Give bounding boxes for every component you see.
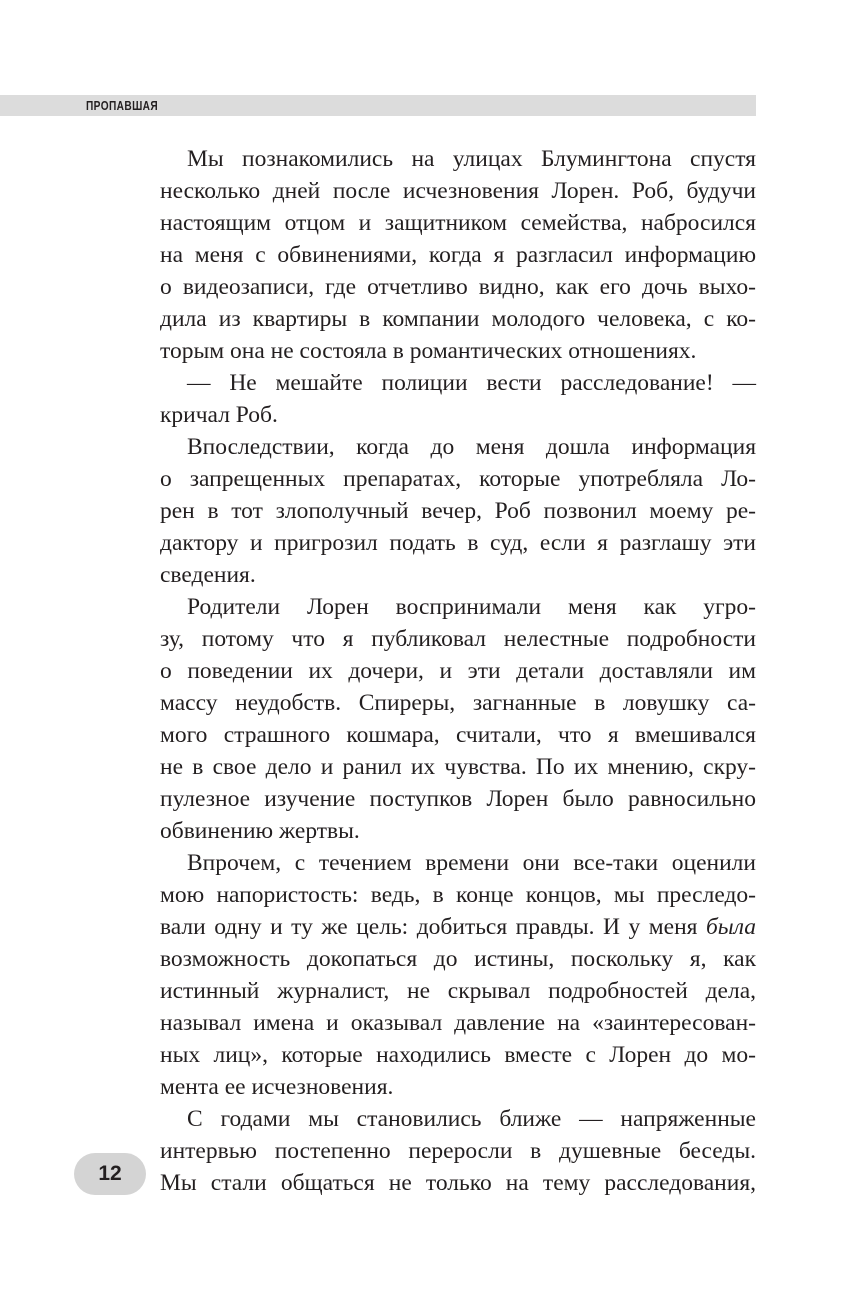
text-line-content: настоящим отцом и защитником семейства, набросился [160, 210, 756, 236]
text-line [160, 431, 756, 463]
page-number: 12 [98, 1162, 122, 1185]
text-line-content: зу, потому что я публиковал нелестные подробности [160, 626, 756, 652]
text-line [160, 399, 756, 431]
text-line [160, 559, 756, 591]
text-line [160, 143, 756, 175]
text-line [160, 879, 756, 911]
text-line-content: С годами мы становились ближе — напряженные [187, 1106, 756, 1132]
text-line-content: на меня с обвинениями, когда я разгласил информацию [160, 242, 756, 268]
text-line-content: пулезное изучение поступков Лорен было равносильно [160, 786, 756, 812]
text-line-content: мого страшного кошмара, считали, что я вмешивался [160, 722, 756, 748]
text-line [160, 1071, 756, 1103]
text-line-content: — Не мешайте полиции вести расследование! — [187, 370, 756, 396]
text-line-content: рен в тот злополучный вечер, Роб позвонил моему ре- [160, 498, 756, 524]
text-line [160, 1167, 756, 1199]
text-line [160, 911, 756, 943]
text-line [160, 239, 756, 271]
text-line [160, 623, 756, 655]
text-line-content: Мы стали общаться не только на тему расследования, [160, 1170, 756, 1196]
text-line [160, 943, 756, 975]
text-line [160, 527, 756, 559]
text-line-content: Мы познакомились на улицах Блумингтона спустя [187, 146, 756, 172]
text-line-content: массу неудобств. Спиреры, загнанные в ловушку са- [160, 690, 756, 716]
text-line [160, 207, 756, 239]
text-line-content: торым она не состояла в романтических отношениях. [160, 338, 697, 364]
text-line [160, 975, 756, 1007]
text-line [160, 335, 756, 367]
text-line [160, 591, 756, 623]
text-line [160, 175, 756, 207]
text-line [160, 1103, 756, 1135]
text-line [160, 495, 756, 527]
text-line-content: Впрочем, с течением времени они все-таки оценили [187, 850, 756, 876]
text-line-content: дила из квартиры в компании молодого человека, с ко- [160, 306, 756, 332]
text-line-content: возможность докопаться до истины, поскольку я, как [160, 946, 756, 972]
running-head-title: ПРОПАВШАЯ [86, 98, 159, 113]
text-line-content: ных лиц», которые находились вместе с Лорен до мо- [160, 1042, 756, 1068]
text-line-content: мою напористость: ведь, в конце концов, мы преследо- [160, 882, 756, 908]
text-line [160, 367, 756, 399]
text-line [160, 463, 756, 495]
text-line-content: сведения. [160, 562, 256, 588]
text-line-content: о видеозаписи, где отчетливо видно, как его дочь выхо- [160, 274, 756, 300]
text-line-content: называл имена и оказывал давление на «заинтересован- [160, 1010, 756, 1036]
text-line-content: о поведении их дочери, и эти детали доставляли им [160, 658, 756, 684]
body-text [160, 143, 756, 1199]
text-line [160, 1039, 756, 1071]
text-line-content: вали одну и ту же цель: добиться правды. И у меня [160, 914, 706, 940]
text-line [160, 271, 756, 303]
text-line [160, 751, 756, 783]
text-line-content: несколько дней после исчезновения Лорен. Роб, будучи [160, 178, 756, 204]
text-line [160, 719, 756, 751]
text-line [160, 1007, 756, 1039]
text-line-content: Родители Лорен воспринимали меня как угро- [187, 594, 756, 620]
text-line-content: не в свое дело и ранил их чувства. По их мнению, скру- [160, 754, 756, 780]
text-line-content: мента ее исчезновения. [160, 1074, 394, 1100]
text-line-content: дактору и пригрозил подать в суд, если я разглашу эти [160, 530, 756, 556]
text-line [160, 1135, 756, 1167]
text-line [160, 303, 756, 335]
text-line-content: кричал Роб. [160, 402, 278, 428]
text-line-content: обвинению жертвы. [160, 818, 360, 844]
text-line-content: Впоследствии, когда до меня дошла информация [187, 434, 756, 460]
text-line-content: о запрещенных препаратах, которые употребляла Ло- [160, 466, 756, 492]
text-line-content: истинный журналист, не скрывал подробностей дела, [160, 978, 756, 1004]
text-line [160, 687, 756, 719]
italic-emphasis: была [705, 914, 756, 940]
text-line [160, 815, 756, 847]
text-line-content: интервью постепенно переросли в душевные беседы. [160, 1138, 756, 1164]
text-line [160, 655, 756, 687]
text-line [160, 783, 756, 815]
text-line [160, 847, 756, 879]
